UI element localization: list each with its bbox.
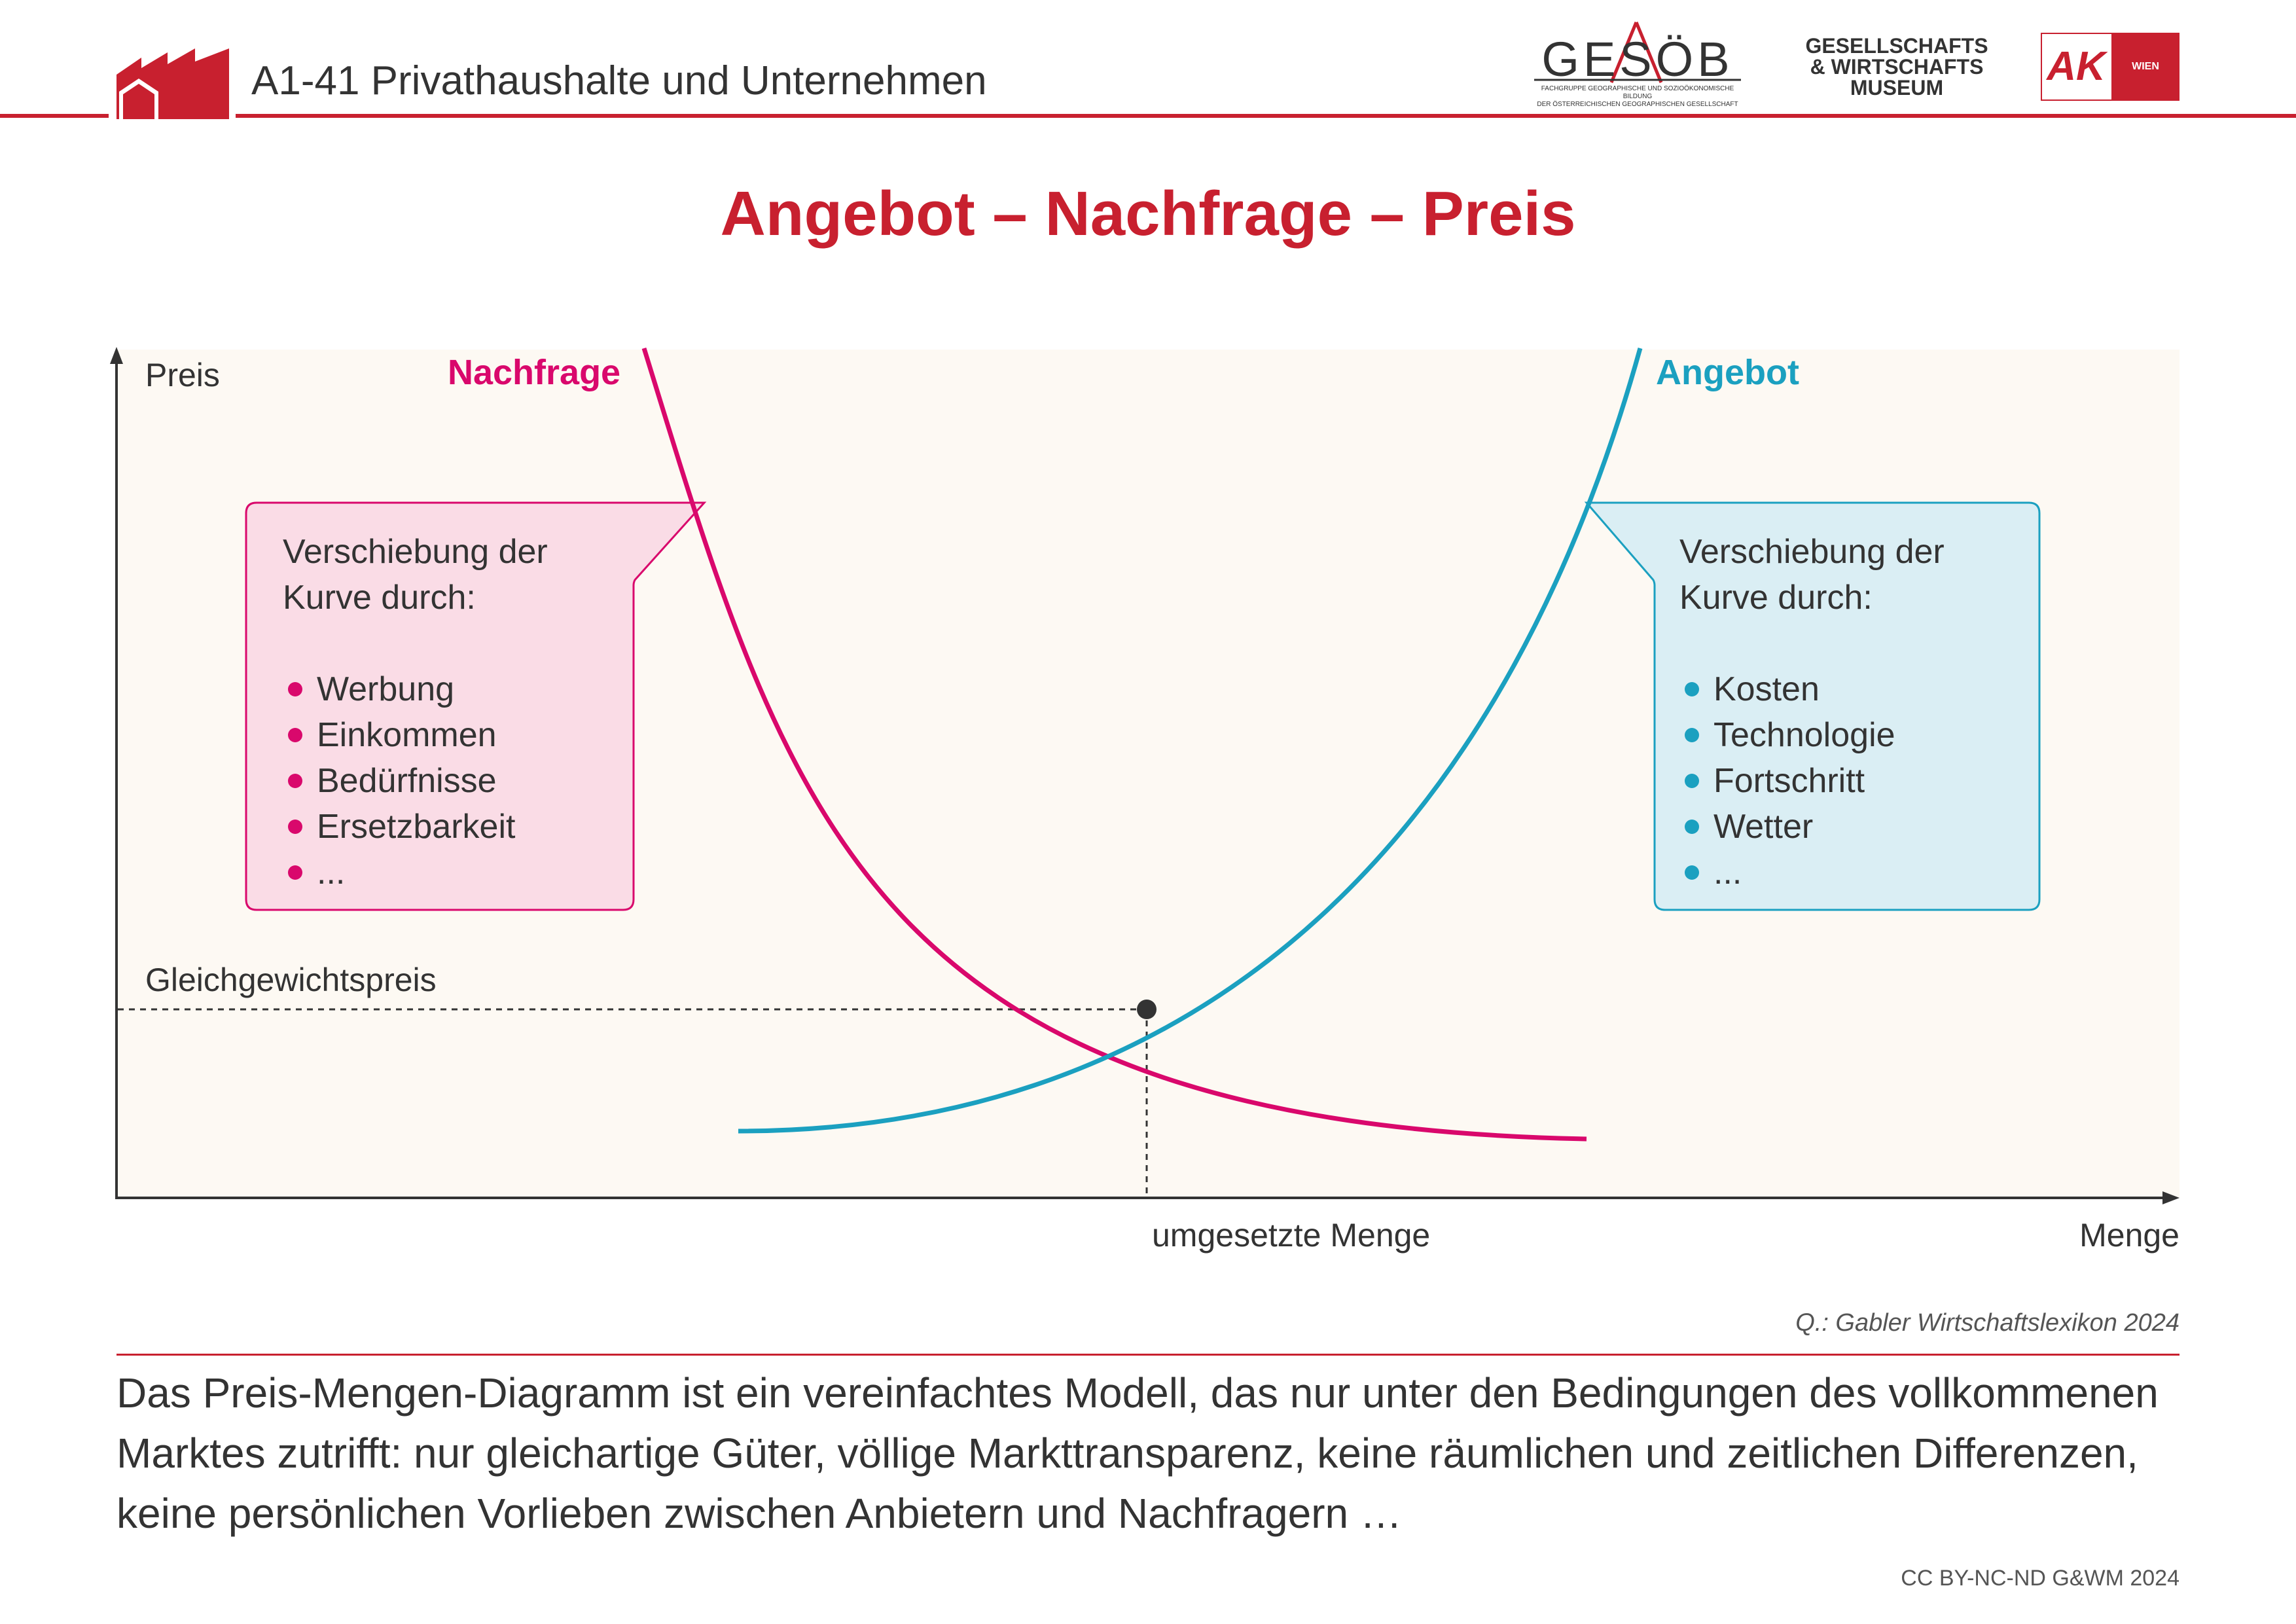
equilibrium-price-label: Gleichgewichtspreis bbox=[145, 962, 437, 998]
gesob-subtitle-line1: FACHGRUPPE GEOGRAPHISCHE UND SOZIOÖKONOMISCHE BILDUNG bbox=[1541, 85, 1734, 100]
demand-callout-heading-2: Kurve durch: bbox=[283, 579, 476, 617]
gesob-wordmark: GESÖB bbox=[1541, 32, 1734, 86]
demand-factor-list bbox=[283, 666, 623, 895]
bullet-icon bbox=[1685, 774, 1699, 788]
demand-callout-heading-1: Verschiebung der bbox=[283, 533, 548, 571]
list-item bbox=[283, 804, 623, 850]
body-paragraph: Das Preis-Mengen-Diagramm ist ein vereinfachtes Modell, das nur unter den Bedingungen des vollkommenen Marktes zutrifft: nur gleichartige Güter, völlige Markttransparenz, keine räumlichen und zeitlichen Differenzen, keine persönlichen Vorlieben zwischen Anbietern und Nachfragern … bbox=[117, 1369, 2159, 1537]
museum-logo-line1: GESELLSCHAFTS bbox=[1805, 34, 1988, 58]
demand-curve bbox=[644, 348, 1587, 1139]
list-item-label: Werbung bbox=[317, 670, 455, 708]
supply-callout-heading-1: Verschiebung der bbox=[1679, 533, 1945, 571]
museum-logo-line3: MUSEUM bbox=[1850, 76, 1944, 99]
equilibrium-point bbox=[1137, 1000, 1157, 1019]
bullet-icon bbox=[288, 682, 302, 696]
list-item bbox=[283, 666, 623, 712]
header-title: A1-41 Privathaushalte und Unternehmen bbox=[251, 58, 987, 103]
supply-factor-list bbox=[1679, 666, 2020, 895]
bullet-icon bbox=[288, 865, 302, 880]
license-note: CC BY-NC-ND G&WM 2024 bbox=[1901, 1566, 2179, 1591]
equilibrium-quantity-label: umgesetzte Menge bbox=[1152, 1217, 1431, 1254]
footer-rule bbox=[117, 1354, 2179, 1356]
list-item bbox=[1679, 758, 2020, 804]
list-item bbox=[283, 712, 623, 758]
supply-curve bbox=[738, 348, 1640, 1131]
supply-callout-heading-2: Kurve durch: bbox=[1679, 579, 1873, 617]
x-axis-label: Menge bbox=[2079, 1217, 2179, 1254]
bullet-icon bbox=[288, 774, 302, 788]
list-item bbox=[1679, 712, 2020, 758]
list-item bbox=[1679, 850, 2020, 895]
list-item bbox=[283, 850, 623, 895]
demand-callout bbox=[283, 529, 623, 895]
gesob-subtitle-line2: DER ÖSTERREICHISCHEN GEOGRAPHISCHEN GESELLSCHAFT bbox=[1537, 101, 1738, 108]
demand-curve-label: Nachfrage bbox=[448, 353, 621, 392]
list-item-label: Einkommen bbox=[317, 716, 497, 754]
list-item-label: Technologie bbox=[1713, 716, 1895, 754]
page-title: Angebot – Nachfrage – Preis bbox=[720, 179, 1576, 249]
list-item bbox=[283, 758, 623, 804]
source-citation: Q.: Gabler Wirtschaftslexikon 2024 bbox=[1795, 1309, 2179, 1337]
y-axis-arrow-icon bbox=[110, 347, 123, 364]
ak-logo-mark: AK bbox=[2047, 44, 2106, 89]
bullet-icon bbox=[1685, 682, 1699, 696]
list-item-label: Bedürfnisse bbox=[317, 762, 497, 800]
bullet-icon bbox=[1685, 820, 1699, 834]
list-item-label: Wetter bbox=[1713, 808, 1814, 846]
list-item-label: ... bbox=[317, 854, 346, 892]
list-item-label: ... bbox=[1713, 854, 1742, 892]
museum-logo-line2: & WIRTSCHAFTS bbox=[1810, 55, 1984, 79]
bullet-icon bbox=[288, 820, 302, 834]
list-item-label: Fortschritt bbox=[1713, 762, 1865, 800]
ak-logo-wien: WIEN bbox=[2111, 33, 2179, 101]
list-item bbox=[1679, 666, 2020, 712]
supply-curve-label: Angebot bbox=[1656, 353, 1799, 392]
list-item-label: Kosten bbox=[1713, 670, 1820, 708]
bullet-icon bbox=[1685, 865, 1699, 880]
bullet-icon bbox=[1685, 728, 1699, 742]
list-item bbox=[1679, 804, 2020, 850]
bullet-icon bbox=[288, 728, 302, 742]
supply-callout bbox=[1679, 529, 2020, 895]
y-axis-label: Preis bbox=[145, 357, 220, 393]
x-axis-arrow-icon bbox=[2162, 1191, 2179, 1204]
list-item-label: Ersetzbarkeit bbox=[317, 808, 516, 846]
